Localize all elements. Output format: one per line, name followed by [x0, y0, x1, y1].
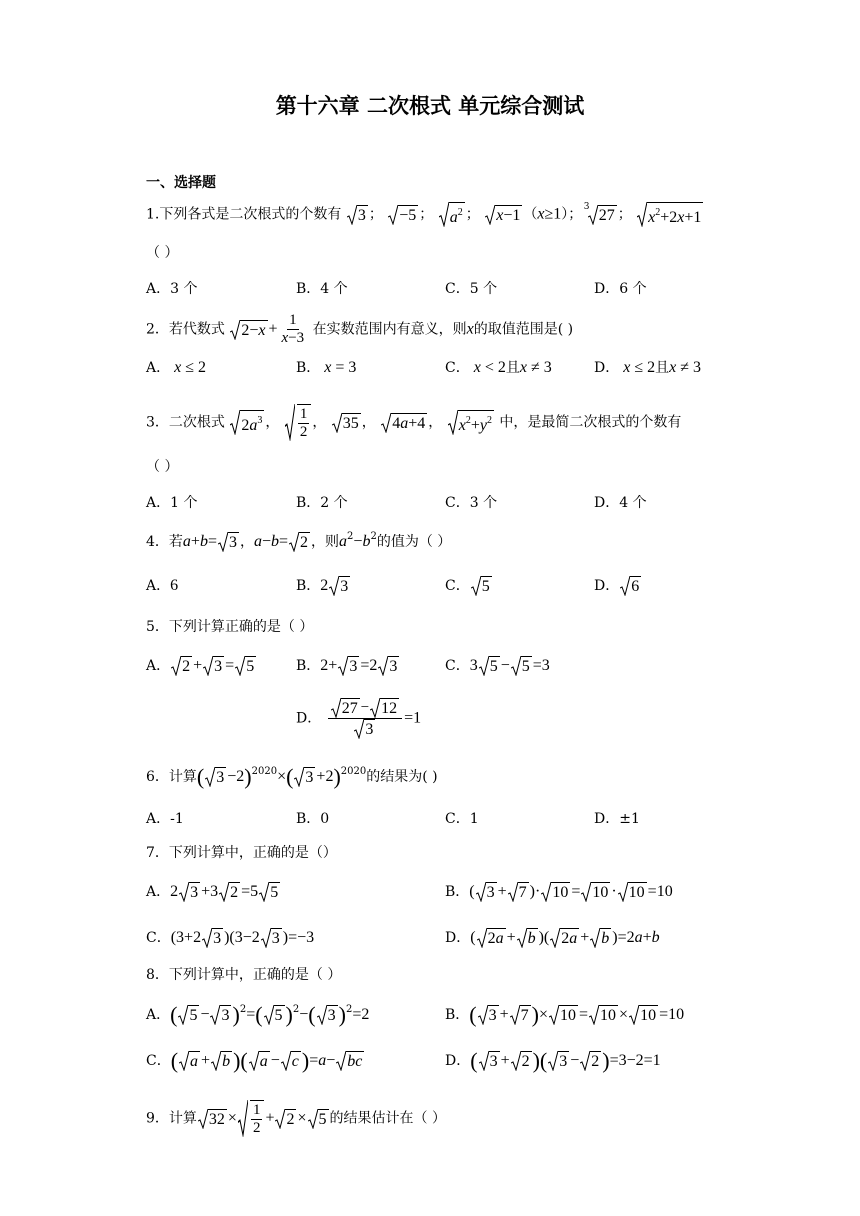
page-title: 第十六章 二次根式 单元综合测试	[275, 94, 585, 118]
question-6: 6．计算( 3 −2)$^{2020}$×( 3 +2)$^{2020}$的结果为( )	[146, 764, 438, 789]
q6-option-a: A．-1	[146, 811, 184, 827]
q6-option-d: D．±1	[594, 811, 640, 827]
section-heading: 一、选择题	[146, 175, 216, 191]
q6-option-c: C．1	[445, 811, 479, 827]
q5-option-b: B．2+ 3 =2 3	[296, 657, 398, 675]
q8-option-a: A．( 5 − 3 )$^2$=( 5 )$^2$−( 3 )$^2$=2	[146, 1002, 370, 1027]
question-3: 3．二次根式 $2a^3$ ， $\frac{1}{2}$ ， 35 ， 4a+4 ， $x^2+y^2$ 中，是最简二次根式的个数有	[146, 406, 682, 440]
q3-option-c: C．3 个	[445, 495, 498, 511]
q2-option-c: C． x < 2且x ≠ 3	[445, 359, 552, 376]
q8-option-c: C．( a + b )( a − c )=a− bc	[146, 1048, 363, 1073]
q1-option-c: C．5 个	[445, 281, 498, 297]
question-9: 9．计算 32 × $\frac{1}{2}$ + 2 × 5 的结果估计在（ ）	[146, 1102, 446, 1136]
q5-option-d: D． 27 − 12 3 =1	[296, 699, 422, 738]
question-2-text: 在实数范围内有意义，则	[312, 321, 467, 338]
question-1-text: 1.下列各式是二次根式的个数有	[146, 206, 342, 223]
question-3-paren: （ ）	[146, 459, 179, 475]
q2-option-a: A． x ≤ 2	[146, 359, 207, 376]
question-1-paren: （ ）	[146, 245, 179, 261]
question-1: 1.下列各式是二次根式的个数有 3 ； −5 ； $a^2$ ； x−1 （x≥1）； 3 27 ； $x^2+2x+1$	[146, 201, 702, 226]
q4-option-a: A．6	[146, 577, 179, 594]
question-7: 7．下列计算中，正确的是（）	[146, 845, 337, 861]
q4-option-d: D． 6	[594, 578, 640, 595]
q1-option-b: B．4 个	[296, 281, 348, 297]
q6-option-b: B．0	[296, 811, 330, 827]
question-3-prefix: 3．二次根式	[146, 414, 225, 431]
q1-option-d: D．6 个	[594, 281, 647, 297]
q3-option-a: A．1 个	[146, 495, 198, 511]
q4-option-b: B．2 3	[296, 577, 349, 595]
q8-option-d: D．( 3 + 2 )( 3 − 2 )=3−2=1	[445, 1048, 661, 1073]
question-2-tail: 的取值范围是( )	[473, 321, 574, 338]
q1-option-a: A．3 个	[146, 281, 198, 297]
q5-option-a: A． 2 + 3 = 5	[146, 657, 255, 675]
q8-option-b: B．( 3 + 7 )× 10 = 10 × 10 =10	[445, 1002, 685, 1027]
question-4: 4．若a+b= 3 ，a−b= 2 ，则$a^2-b^2$的值为（ ）	[146, 531, 452, 551]
q7-option-a: A．2 3 +3 2 =5 5	[146, 883, 279, 901]
q7-option-d: D．( 2a + b )( 2a + b )=2a+b	[445, 929, 660, 947]
question-5: 5．下列计算正确的是（ ）	[146, 619, 314, 635]
q5-option-c: C．3 5 − 5 =3	[445, 657, 550, 675]
question-8: 8．下列计算中，正确的是（ ）	[146, 967, 342, 983]
q2-option-b: B． x = 3	[296, 359, 357, 376]
q3-option-d: D．4 个	[594, 495, 647, 511]
question-3-tail: 中，是最简二次根式的个数有	[499, 414, 682, 431]
q4-option-c: C． 5	[445, 578, 490, 595]
question-2-prefix: 2．若代数式	[146, 321, 225, 338]
q7-option-b: B．( 3 + 7 )· 10 = 10 · 10 =10	[445, 883, 673, 901]
question-2: 2．若代数式 2−x + $\frac{1}{x-3}$ 在实数范围内有意义，则x的取值范围是( )	[146, 312, 574, 346]
q7-option-c: C．(3+2 3 )(3−2 3 )=−3	[146, 929, 315, 947]
q2-option-d: D． x ≤ 2且x ≠ 3	[594, 359, 702, 376]
q3-option-b: B．2 个	[296, 495, 348, 511]
